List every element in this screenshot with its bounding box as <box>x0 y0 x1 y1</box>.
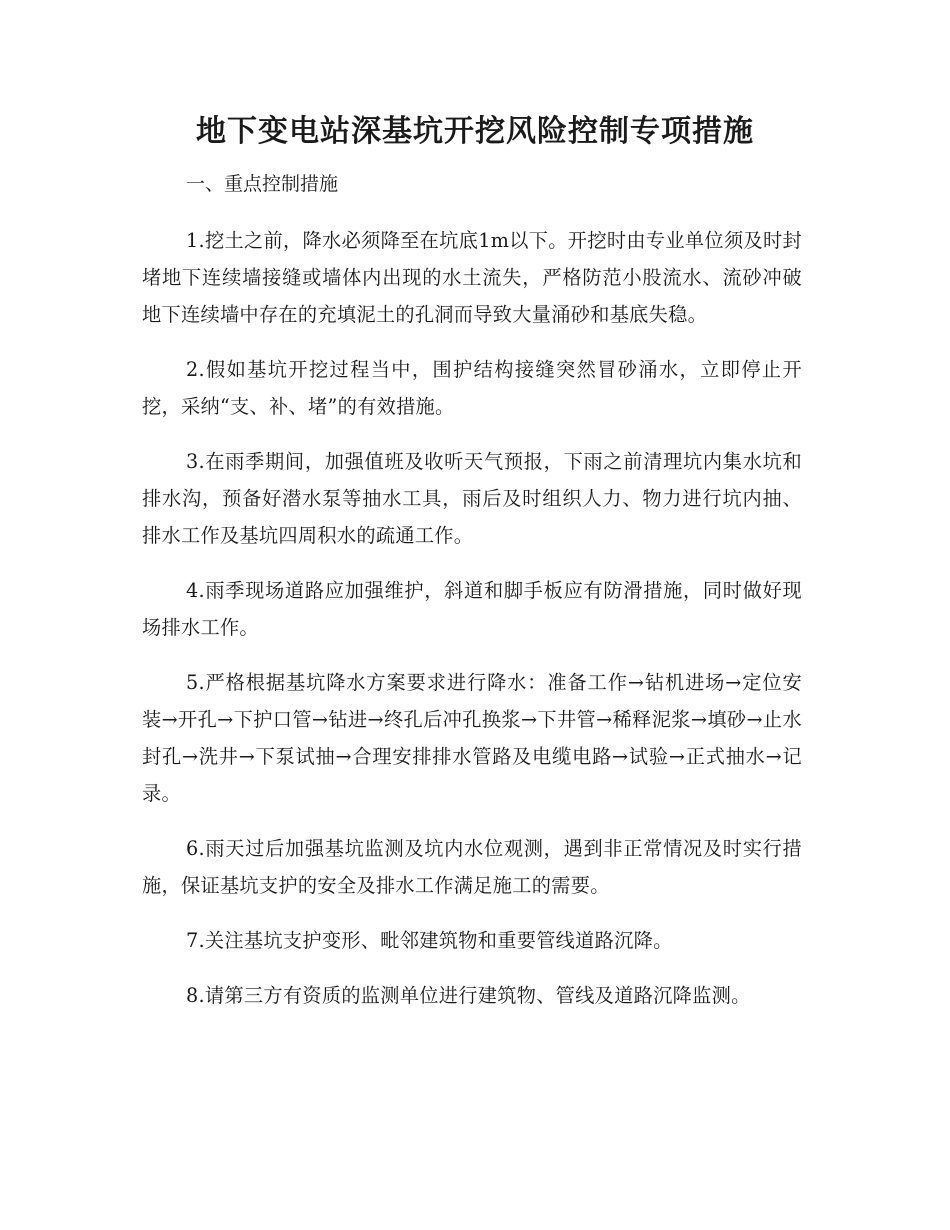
measure-item-1: 1.挖土之前，降水必须降至在坑底1m以下。开挖时由专业单位须及时封堵地下连续墙接缝或墙体内出现的水土流失，严格防范小股流水、流砂冲破地下连续墙中存在的充填泥土的孔洞而导致大量涌砂和基底失稳。 <box>142 229 802 326</box>
document-body <box>142 166 802 1014</box>
measure-item-7: 7.关注基坑支护变形、毗邻建筑物和重要管线道路沉降。 <box>186 929 673 952</box>
measure-item-4: 4.雨季现场道路应加强维护，斜道和脚手板应有防滑措施，同时做好现场排水工作。 <box>142 579 802 639</box>
measure-item-6: 6.雨天过后加强基坑监测及坑内水位观测，遇到非正常情况及时实行措施，保证基坑支护的安全及排水工作满足施工的需要。 <box>142 837 802 897</box>
section-heading: 一、重点控制措施 <box>186 173 339 195</box>
measure-item-5: 5.严格根据基坑降水方案要求进行降水：准备工作→钻机进场→定位安装→开孔→下护口管→钻进→终孔后冲孔换浆→下井管→稀释泥浆→填砂→止水封孔→洗井→下泵试抽→合理安排排水管路及电缆电路→试验→正式抽水→记录。 <box>142 671 802 805</box>
measure-item-2: 2.假如基坑开挖过程当中，围护结构接缝突然冒砂涌水，立即停止开挖，采纳“支、补、堵”的有效措施。 <box>142 358 802 418</box>
document-title: 地下变电站深基坑开挖风险控制专项措施 <box>196 114 754 149</box>
measure-item-3: 3.在雨季期间，加强值班及收听天气预报，下雨之前清理坑内集水坑和排水沟，预备好潜水泵等抽水工具，雨后及时组织人力、物力进行坑内抽、排水工作及基坑四周积水的疏通工作。 <box>142 450 802 547</box>
measure-item-8: 8.请第三方有资质的监测单位进行建筑物、管线及道路沉降监测。 <box>186 984 751 1007</box>
